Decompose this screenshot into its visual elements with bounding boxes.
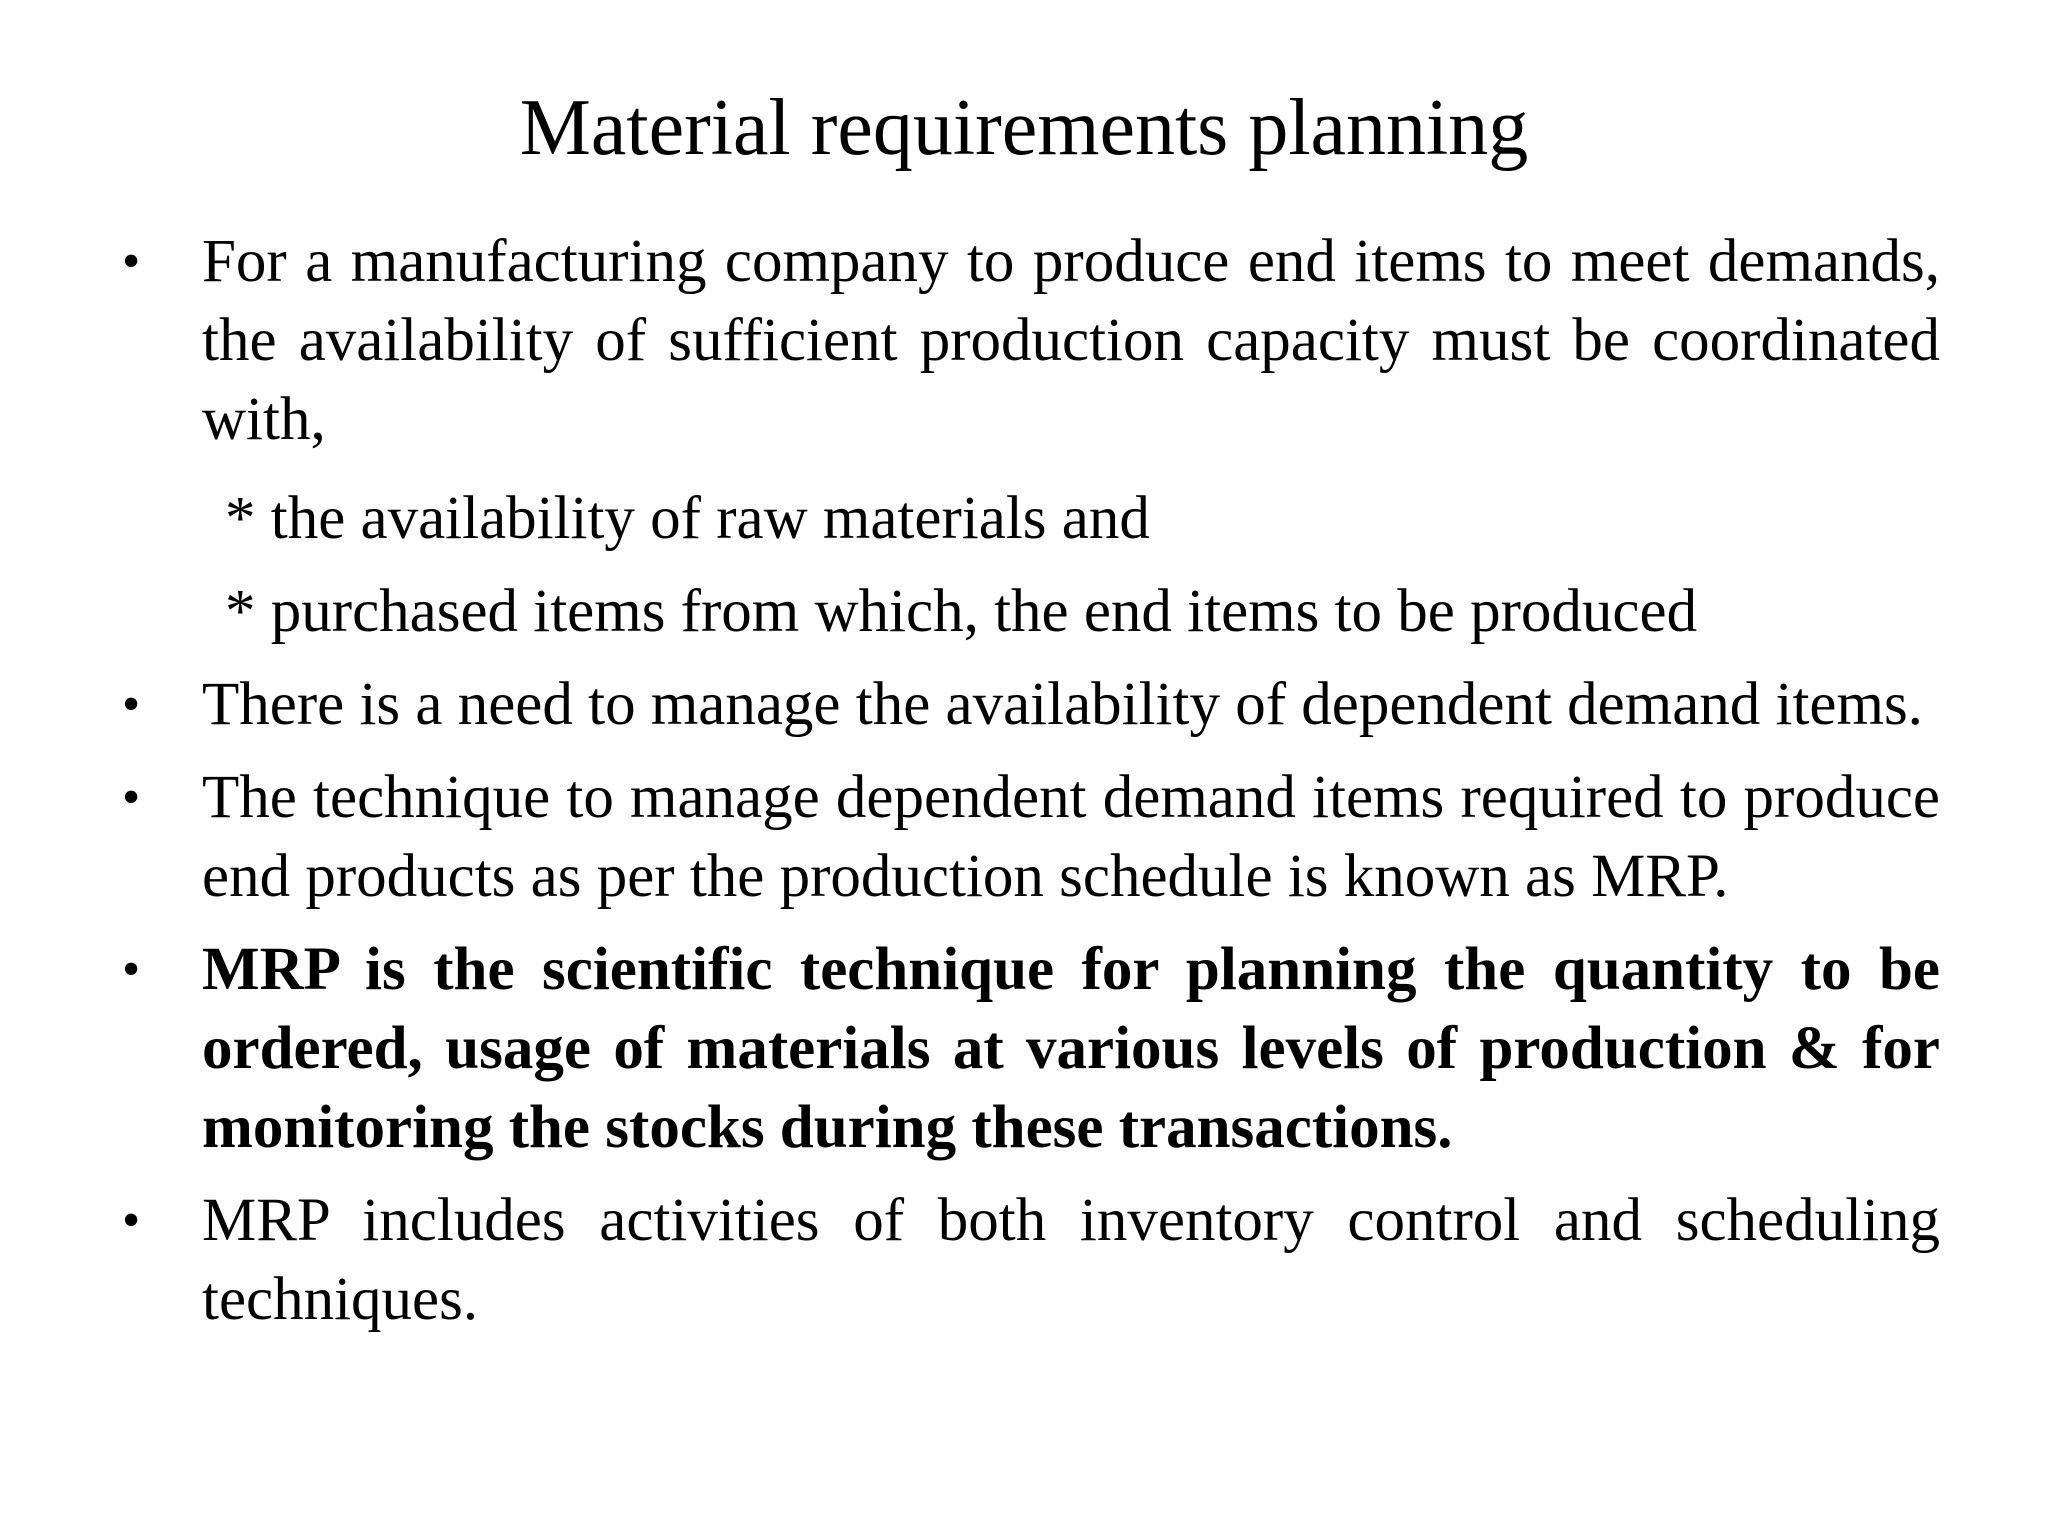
bullet-text: For a manufacturing company to produce end items to meet demands, the availability of sufficient production capacity must be coordinated with, — [202, 228, 1940, 453]
slide-content — [110, 222, 1940, 1353]
bullet-text: There is a need to manage the availability of dependent demand items. — [202, 671, 1923, 738]
bullet-item-5 — [110, 1181, 1940, 1339]
bullet-text: MRP includes activities of both inventory control and scheduling techniques. — [202, 1187, 1940, 1333]
bullet-item-2 — [110, 665, 1940, 744]
bullet-item-1 — [110, 222, 1940, 459]
bullet-dot-icon: • — [122, 676, 141, 733]
bullet-dot-icon: • — [122, 1192, 141, 1249]
slide-title: Material requirements planning — [519, 84, 1529, 172]
bullet-dot-icon: • — [122, 941, 141, 998]
bullet-text-bold: MRP is the scientific technique for planning the quantity to be ordered, usage of materials at various levels of production & for monitoring the stocks during these transactions. — [202, 936, 1940, 1161]
bullet-dot-icon: • — [122, 233, 141, 290]
bullet-item-3 — [110, 758, 1940, 916]
sub-item-1: * the availability of raw materials and — [225, 485, 1150, 552]
bullet-item-4 — [110, 930, 1940, 1167]
bullet-dot-icon: • — [122, 769, 141, 826]
bullet-text: The technique to manage dependent demand items required to produce end products as per the production schedule is known as MRP. — [202, 764, 1940, 910]
sub-item-2: * purchased items from which, the end items to be produced — [225, 578, 1698, 645]
